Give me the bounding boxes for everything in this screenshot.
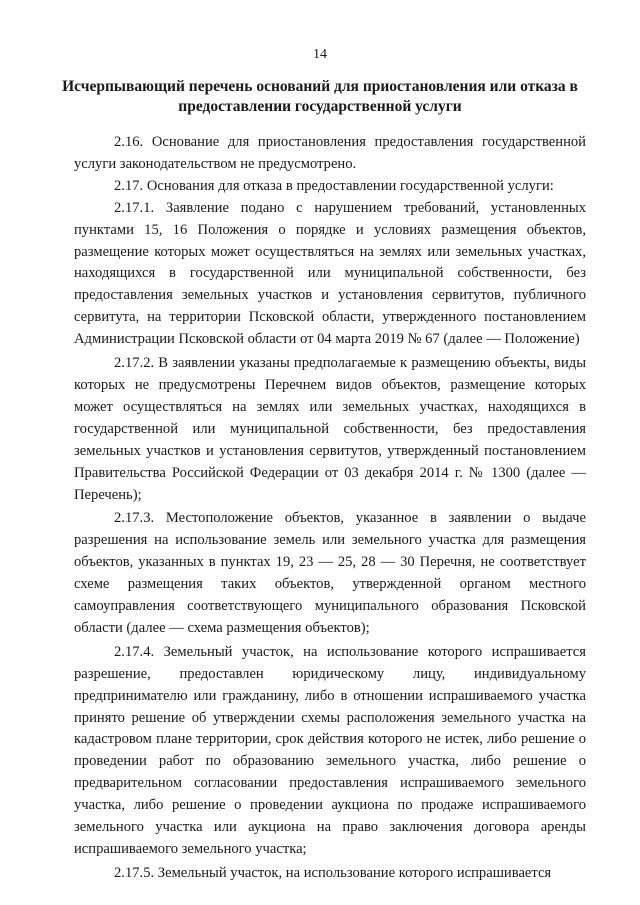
paragraph-2-17-5: 2.17.5. Земельный участок, на использование которого испрашивается — [114, 864, 552, 881]
section-heading — [55, 77, 585, 117]
document-body — [74, 132, 586, 885]
paragraph-2-17-2: 2.17.2. В заявлении указаны предполагаемые к размещению объекты, виды которых не предусмотрены Перечнем видов объектов, размещение которых может осуществляться на землях или земельных участках, находящихся в государственной или муниципальной собственности, без предоставления земельных участков и установления сервитутов, утвержденный постановлением Правительства Российской Федерации от 03 декабря 2014 г. № 1300 (далее — Перечень); — [74, 355, 586, 503]
paragraph-2-17: 2.17. Основания для отказа в предоставлении государственной услуги: — [114, 177, 554, 194]
paragraph-2-17-4: 2.17.4. Земельный участок, на использование которого испрашивается разрешение, предоставлен юридическому лицу, индивидуальному предпринимателю или гражданину, либо в отношении испрашиваемого участка принято решение об утверждении схемы расположения земельного участка на кадастровом плане территории, срок действия которого не истек, либо решение о проведении работ по образованию земельного участка, либо решение о предварительном согласовании предоставления испрашиваемого земельного участка, либо решение о проведении аукциона по продаже испрашиваемого земельного участка или аукциона на право заключения договора аренды испрашиваемого земельного участка; — [74, 643, 586, 857]
section-heading-line-1: Исчерпывающий перечень оснований для приостановления или отказа в — [62, 78, 578, 95]
paragraph-2-16: 2.16. Основание для приостановления предоставления государственной услуги законодательством не предусмотрено. — [74, 134, 586, 172]
page-number: 14 — [313, 47, 327, 62]
paragraph-2-17-3: 2.17.3. Местоположение объектов, указанное в заявлении о выдаче разрешения на использование земель или земельного участка для размещения объектов, указанных в пунктах 19, 23 — 25, 28 — 30 Перечня, не соответствует схеме размещения таких объектов, утвержденной органом местного самоуправления соответствующего муниципального образования Псковской области (далее — схема размещения объектов); — [74, 510, 586, 636]
section-heading-line-2: предоставлении государственной услуги — [178, 98, 462, 115]
paragraph-2-17-1: 2.17.1. Заявление подано с нарушением требований, установленных пунктами 15, 16 Положения о порядке и условиях размещения объектов, размещение которых может осуществляться на землях или земельных участках, находящихся в государственной или муниципальной собственности, без предоставления земельных участков и установления сервитутов, публичного сервитута, на территории Псковской области, утвержденного постановлением Администрации Псковской области от 04 марта 2019 № 67 (далее — Положение) — [74, 199, 586, 348]
